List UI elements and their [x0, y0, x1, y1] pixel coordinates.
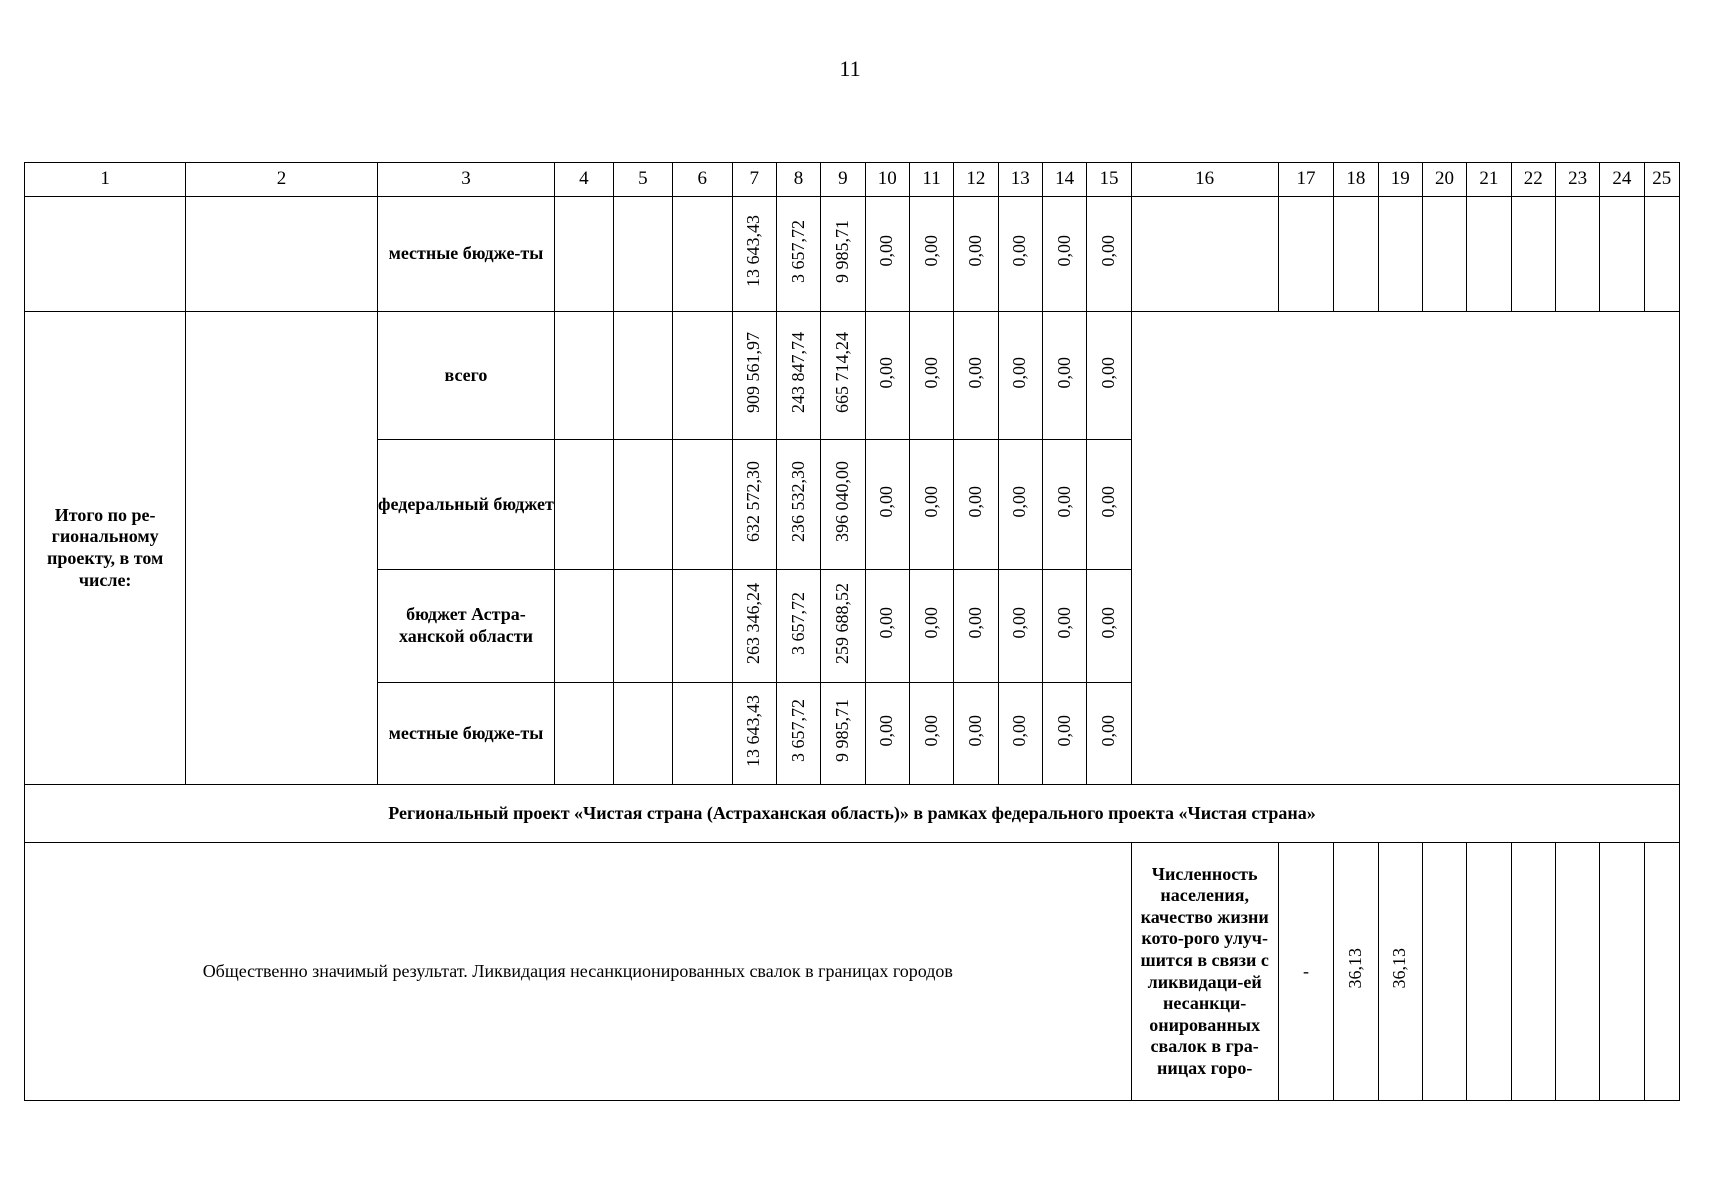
row-label: всего — [377, 312, 554, 440]
empty-cell — [1644, 843, 1679, 1101]
value-cell: 0,00 — [1087, 570, 1131, 683]
project-banner: Региональный проект «Чистая страна (Астраханская область)» в рамках федерального проекта «Чистая страна» — [25, 785, 1680, 843]
value-cell: 0,00 — [909, 683, 953, 785]
value-cell: 13 643,43 — [732, 683, 776, 785]
empty-cell — [673, 570, 732, 683]
value-cell: 9 985,71 — [821, 197, 865, 312]
value-cell: 3 657,72 — [776, 683, 820, 785]
empty-cell — [1600, 843, 1644, 1101]
table-row — [25, 197, 1680, 312]
column-header: 1 — [25, 163, 186, 197]
column-number-row — [25, 163, 1680, 197]
empty-cell — [613, 570, 672, 683]
column-header: 24 — [1600, 163, 1644, 197]
empty-cell — [673, 683, 732, 785]
blank-area — [1131, 312, 1679, 785]
value-cell: 632 572,30 — [732, 440, 776, 570]
column-header: 23 — [1555, 163, 1599, 197]
empty-cell — [1131, 197, 1278, 312]
column-header: 25 — [1644, 163, 1679, 197]
empty-cell — [25, 197, 186, 312]
value-cell: 0,00 — [1042, 312, 1086, 440]
column-header: 19 — [1378, 163, 1422, 197]
column-header: 10 — [865, 163, 909, 197]
column-header: 3 — [377, 163, 554, 197]
column-header: 2 — [186, 163, 378, 197]
empty-cell — [1555, 843, 1599, 1101]
column-header: 13 — [998, 163, 1042, 197]
value-cell: 0,00 — [865, 570, 909, 683]
column-header: 20 — [1422, 163, 1466, 197]
value-cell: 665 714,24 — [821, 312, 865, 440]
value-cell: - — [1278, 843, 1333, 1101]
empty-cell — [1467, 843, 1511, 1101]
empty-cell — [555, 197, 613, 312]
result-text: Общественно значимый результат. Ликвидация несанкционированных свалок в границах городов — [25, 843, 1132, 1101]
column-header: 6 — [673, 163, 732, 197]
value-cell: 0,00 — [954, 312, 998, 440]
value-cell: 0,00 — [998, 683, 1042, 785]
empty-cell — [1511, 843, 1555, 1101]
column-header: 8 — [776, 163, 820, 197]
column-header: 18 — [1334, 163, 1378, 197]
value-cell: 3 657,72 — [776, 570, 820, 683]
empty-cell — [555, 683, 613, 785]
value-cell: 0,00 — [909, 440, 953, 570]
column-header: 12 — [954, 163, 998, 197]
column-header: 14 — [1042, 163, 1086, 197]
value-cell: 909 561,97 — [732, 312, 776, 440]
empty-cell — [673, 440, 732, 570]
value-cell: 0,00 — [1087, 197, 1131, 312]
value-cell: 0,00 — [865, 312, 909, 440]
value-cell: 0,00 — [1042, 570, 1086, 683]
value-cell: 0,00 — [954, 197, 998, 312]
empty-cell — [613, 440, 672, 570]
table-row — [25, 843, 1680, 1101]
value-cell: 0,00 — [998, 312, 1042, 440]
budget-table — [24, 162, 1680, 1101]
total-label: Итого по ре-гиональному проекту, в том числе: — [25, 312, 186, 785]
value-cell: 0,00 — [1087, 312, 1131, 440]
row-label: местные бюдже-ты — [377, 683, 554, 785]
column-header: 17 — [1278, 163, 1333, 197]
value-cell: 3 657,72 — [776, 197, 820, 312]
value-cell: 0,00 — [954, 683, 998, 785]
column-header: 15 — [1087, 163, 1131, 197]
empty-cell — [186, 197, 378, 312]
indicator-text: Численность населения, качество жизни кото-рого улуч-шится в связи с ликвидаци-ей несанкци-онированных свалок в гра-ницах горо- — [1131, 843, 1278, 1101]
value-cell: 0,00 — [1087, 683, 1131, 785]
empty-cell — [1422, 843, 1466, 1101]
empty-cell — [613, 312, 672, 440]
empty-cell — [1334, 197, 1378, 312]
column-header: 9 — [821, 163, 865, 197]
row-label: бюджет Астра-ханской области — [377, 570, 554, 683]
value-cell: 0,00 — [954, 570, 998, 683]
value-cell: 0,00 — [1087, 440, 1131, 570]
page-number: 11 — [839, 56, 861, 81]
value-cell: 36,13 — [1378, 843, 1422, 1101]
column-header: 11 — [909, 163, 953, 197]
value-cell: 0,00 — [1042, 440, 1086, 570]
empty-cell — [186, 312, 378, 785]
column-header: 5 — [613, 163, 672, 197]
value-cell: 0,00 — [1042, 683, 1086, 785]
value-cell: 0,00 — [998, 197, 1042, 312]
empty-cell — [673, 197, 732, 312]
column-header: 16 — [1131, 163, 1278, 197]
value-cell: 263 346,24 — [732, 570, 776, 683]
value-cell: 9 985,71 — [821, 683, 865, 785]
empty-cell — [555, 570, 613, 683]
value-cell: 236 532,30 — [776, 440, 820, 570]
value-cell: 0,00 — [909, 312, 953, 440]
empty-cell — [1511, 197, 1555, 312]
empty-cell — [1378, 197, 1422, 312]
empty-cell — [613, 197, 672, 312]
empty-cell — [613, 683, 672, 785]
empty-cell — [1422, 197, 1466, 312]
row-label: федеральный бюджет — [377, 440, 554, 570]
value-cell: 0,00 — [998, 440, 1042, 570]
column-header: 4 — [555, 163, 613, 197]
empty-cell — [555, 440, 613, 570]
table-row — [25, 312, 1680, 440]
value-cell: 259 688,52 — [821, 570, 865, 683]
empty-cell — [555, 312, 613, 440]
column-header: 22 — [1511, 163, 1555, 197]
column-header: 7 — [732, 163, 776, 197]
empty-cell — [1555, 197, 1599, 312]
value-cell: 0,00 — [865, 683, 909, 785]
empty-cell — [1467, 197, 1511, 312]
empty-cell — [673, 312, 732, 440]
value-cell: 0,00 — [954, 440, 998, 570]
value-cell: 0,00 — [865, 197, 909, 312]
value-cell: 0,00 — [865, 440, 909, 570]
row-label: местные бюдже-ты — [377, 197, 554, 312]
empty-cell — [1644, 197, 1679, 312]
value-cell: 0,00 — [1042, 197, 1086, 312]
value-cell: 13 643,43 — [732, 197, 776, 312]
empty-cell — [1600, 197, 1644, 312]
empty-cell — [1278, 197, 1333, 312]
value-cell: 396 040,00 — [821, 440, 865, 570]
value-cell: 0,00 — [998, 570, 1042, 683]
value-cell: 243 847,74 — [776, 312, 820, 440]
value-cell: 36,13 — [1334, 843, 1378, 1101]
table-row — [25, 785, 1680, 843]
value-cell: 0,00 — [909, 570, 953, 683]
column-header: 21 — [1467, 163, 1511, 197]
value-cell: 0,00 — [909, 197, 953, 312]
